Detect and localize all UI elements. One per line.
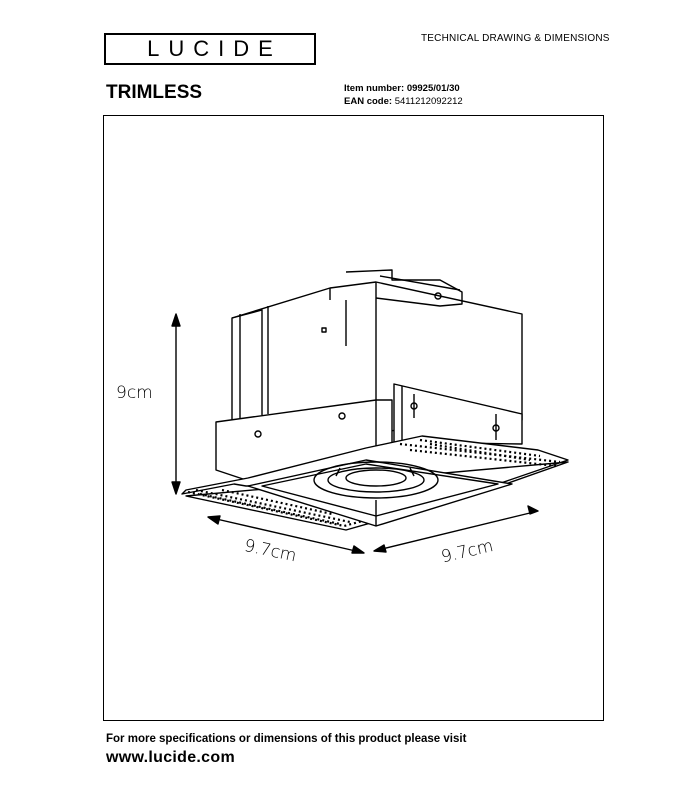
height-dimension-line xyxy=(172,314,180,494)
brand-logo-text: LUCIDE xyxy=(147,36,282,61)
section-label: TECHNICAL DRAWING & DIMENSIONS xyxy=(421,33,610,44)
website-link[interactable]: www.lucide.com xyxy=(106,749,235,766)
height-dimension-label: 9cm xyxy=(116,383,153,403)
width-right-dimension-label: 9.7cm xyxy=(439,536,496,568)
footer-note: For more specifications or dimensions of this product please visit xyxy=(106,733,467,745)
item-number-label: Item number: xyxy=(344,83,405,94)
width-left-dimension-label: 9.7cm xyxy=(242,535,299,567)
item-number-value: 09925/01/30 xyxy=(406,83,460,94)
ean-label: EAN code: xyxy=(344,96,393,107)
product-name: TRIMLESS xyxy=(106,82,203,103)
ean-value: 5411212092212 xyxy=(394,96,463,107)
